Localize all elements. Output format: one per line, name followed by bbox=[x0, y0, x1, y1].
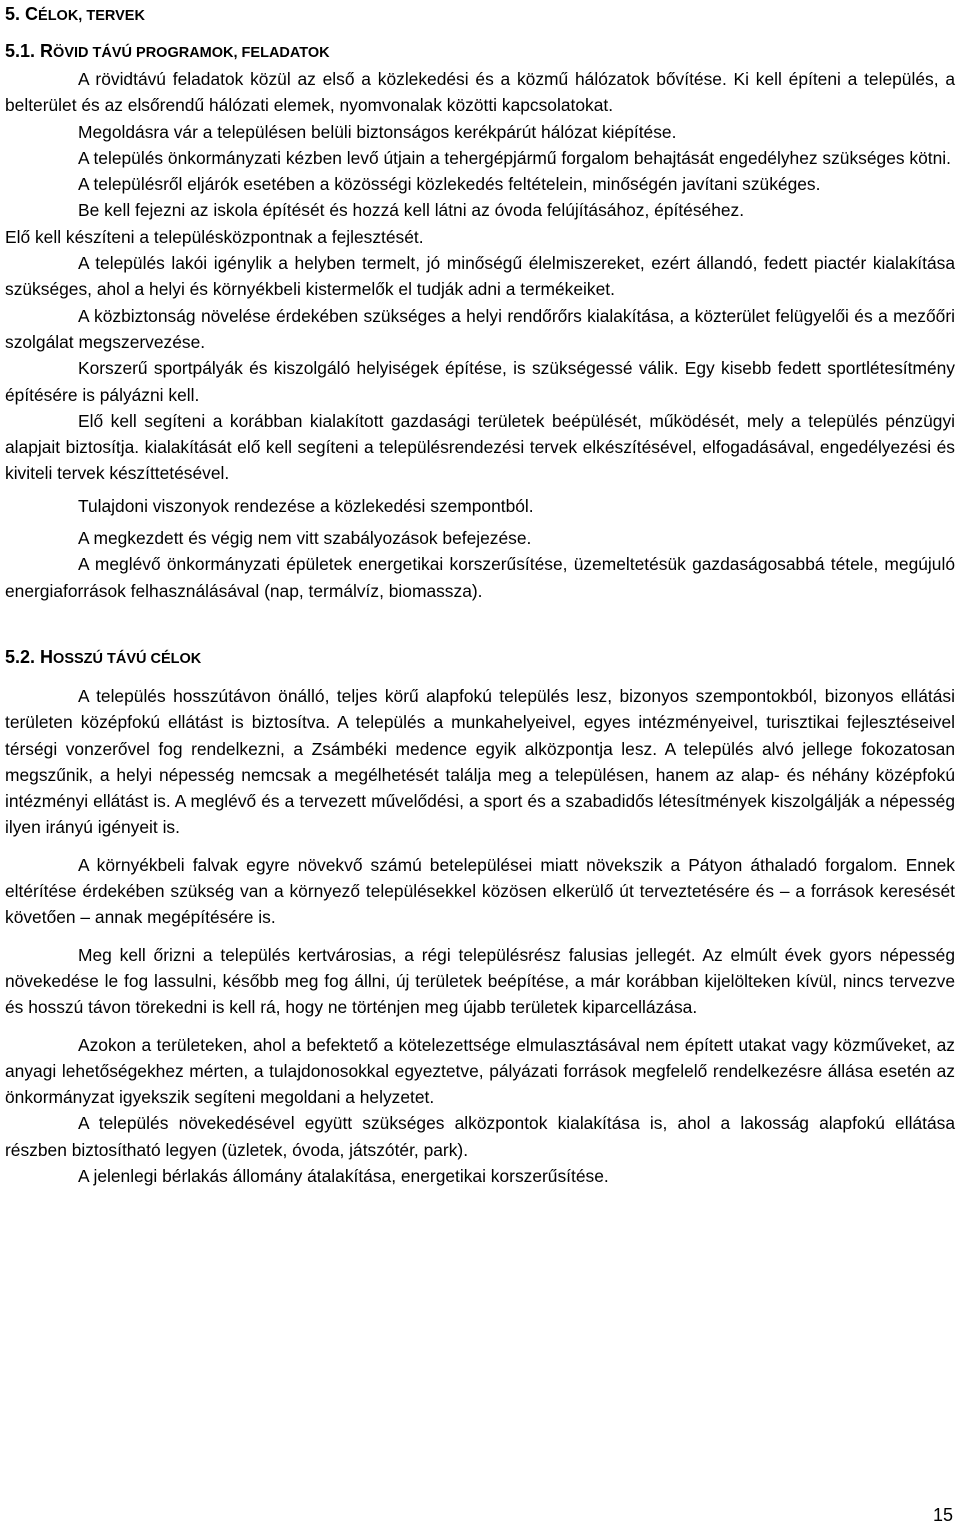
section-5-1-paragraph-3: A település önkormányzati kézben levő útjain a tehergépjármű forgalom behajtását engedélyhez szükséges kötni. bbox=[78, 147, 951, 168]
section-5-2-body bbox=[5, 683, 955, 1189]
heading-main-first-letter: C bbox=[25, 4, 39, 24]
heading-section-5-2-first-letter: H bbox=[40, 646, 54, 667]
section-5-1-paragraph-8: A közbiztonság növelése érdekében szükséges a helyi rendőrőrs kialakítása, a közterület felügyelői és a mezőőri szolgálat megszervezése. bbox=[5, 305, 955, 352]
heading-section-5-1-number: 5.1. bbox=[5, 41, 36, 61]
section-5-1-paragraph-13: A meglévő önkormányzati épületek energetikai korszerűsítése, üzemeltetésük gazdaságosabbá tétele, megújuló energiaforrások felhasználásával (nap, termálvíz, biomassza). bbox=[5, 554, 955, 601]
heading-section-5-1 bbox=[5, 39, 955, 65]
section-5-2-paragraph-3: Meg kell őrizni a település kertvárosias, a régi településrész falusias jellegét. Az elmúlt évek gyors népesség növekedése le fog lassulni, később meg fog állni, új területek beépítése, a már korábban kijelölteken kívül, nincs tervezve és hosszú távon törekedni is kell rá, hogy ne történjen meg újabb területek kiparcellázása. bbox=[5, 944, 955, 1018]
heading-section-5-1-rest: ÖVID TÁVÚ PROGRAMOK, FELADATOK bbox=[53, 45, 330, 61]
section-5-2-paragraph-5: A település növekedésével együtt szükséges alközpontok kialakítása is, ahol a lakosság alapfokú ellátása részben biztosítható legyen (üzletek, óvoda, játszótér, park). bbox=[5, 1113, 955, 1160]
section-5-1-paragraph-6: Elő kell készíteni a településközpontnak a fejlesztését. bbox=[5, 226, 424, 247]
section-5-1-paragraph-7: A település lakói igénylik a helyben termelt, jó minőségű élelmiszereket, ezért állandó, fedett piactér kialakítása szükséges, ahol a helyi és környékbeli kistermelők el tudják adni a termékeiket. bbox=[5, 253, 955, 300]
section-5-1-paragraph-4: A településről eljárók esetében a közösségi közlekedés feltételein, minőségén javítani szükéges. bbox=[78, 174, 821, 195]
section-5-1-body bbox=[5, 66, 955, 604]
section-5-2-paragraph-6: A jelenlegi bérlakás állomány átalakítása, energetikai korszerűsítése. bbox=[78, 1165, 609, 1186]
section-5-1-paragraph-9: Korszerű sportpályák és kiszolgáló helyiségek építése, is szükségessé válik. Egy kisebb fedett sportlétesítmény építésére is pályázni kell. bbox=[5, 358, 955, 405]
document-page bbox=[5, 0, 955, 1526]
section-5-1-paragraph-12: A megkezdett és végig nem vitt szabályozások befejezése. bbox=[78, 528, 532, 549]
section-5-2-paragraph-4: Azokon a területeken, ahol a befektető a kötelezettsége elmulasztásával nem épített utakat vagy közműveket, az anyagi lehetőségekhez mérten, a tulajdonosokkal egyeztetve, pályázati források megfelelő rendelkezésre állása esetén az önkormányzat igyekszik segíteni megoldani a helyzetet. bbox=[5, 1034, 955, 1108]
page-number: 15 bbox=[932, 1505, 953, 1525]
heading-main-rest: ÉLOK, TERVEK bbox=[38, 8, 145, 24]
section-5-1-paragraph-1: A rövidtávú feladatok közül az első a közlekedési és a közmű hálózatok bővítése. Ki kell építeni a település, a belterület és az elsőrendű hálózati elemek, nyomvonalak közötti kapcsolatokat. bbox=[5, 69, 955, 116]
section-5-1-paragraph-11: Tulajdoni viszonyok rendezése a közlekedési szempontból. bbox=[78, 495, 534, 516]
heading-section-5-1-first-letter: R bbox=[40, 41, 54, 61]
heading-main-number: 5. bbox=[5, 4, 21, 24]
section-5-2-paragraph-1: A település hosszútávon önálló, teljes körű alapfokú település lesz, bizonyos szempontokból, bizonyos ellátási területen középfokú ellátást is biztosítva. A település a munkahelyeivel, egyes intézményeivel, turisztikai fejlesztéseivel térségi vonzerővel fog rendelkezni, a Zsámbéki medence egyik alközpontja lesz. A település alvó jellege fokozatosan megszűnik, a helyi népesség nemcsak a megélhetését találja meg a településen, hanem az alap- és néhány középfokú intézményi ellátást is. A meglévő és a tervezett művelődési, a sport és a szabadidős létesítmények kiszolgálják a népesség ilyen irányú igényeit is. bbox=[5, 685, 955, 838]
section-5-2-paragraph-2: A környékbeli falvak egyre növekvő számú betelepülései miatt növekszik a Pátyon áthaladó forgalom. Ennek eltérítése érdekében szükség van a környező településekkel közösen elkerülő út terveztetésére és – a források keresését követően – annak megépítésére is. bbox=[5, 854, 955, 928]
heading-section-5-2 bbox=[5, 645, 955, 671]
section-5-1-paragraph-10: Elő kell segíteni a korábban kialakított gazdasági területek beépülését, működését, mely a település pénzügyi alapjait biztosítja. kialakítását elő kell segíteni a településrendezési tervek elkészítésével, elfogadásával, engedélyezési és kiviteli tervek készíttetésével. bbox=[5, 410, 955, 484]
heading-main bbox=[5, 2, 955, 28]
section-5-1-paragraph-2: Megoldásra vár a településen belüli biztonságos kerékpárút hálózat kiépítése. bbox=[78, 121, 677, 142]
section-5-1-paragraph-5: Be kell fejezni az iskola építését és hozzá kell látni az óvoda felújításához, építéséhez. bbox=[78, 200, 745, 221]
heading-section-5-2-rest: OSSZÚ TÁVÚ CÉLOK bbox=[53, 650, 202, 667]
heading-section-5-2-number: 5.2. bbox=[5, 646, 36, 667]
